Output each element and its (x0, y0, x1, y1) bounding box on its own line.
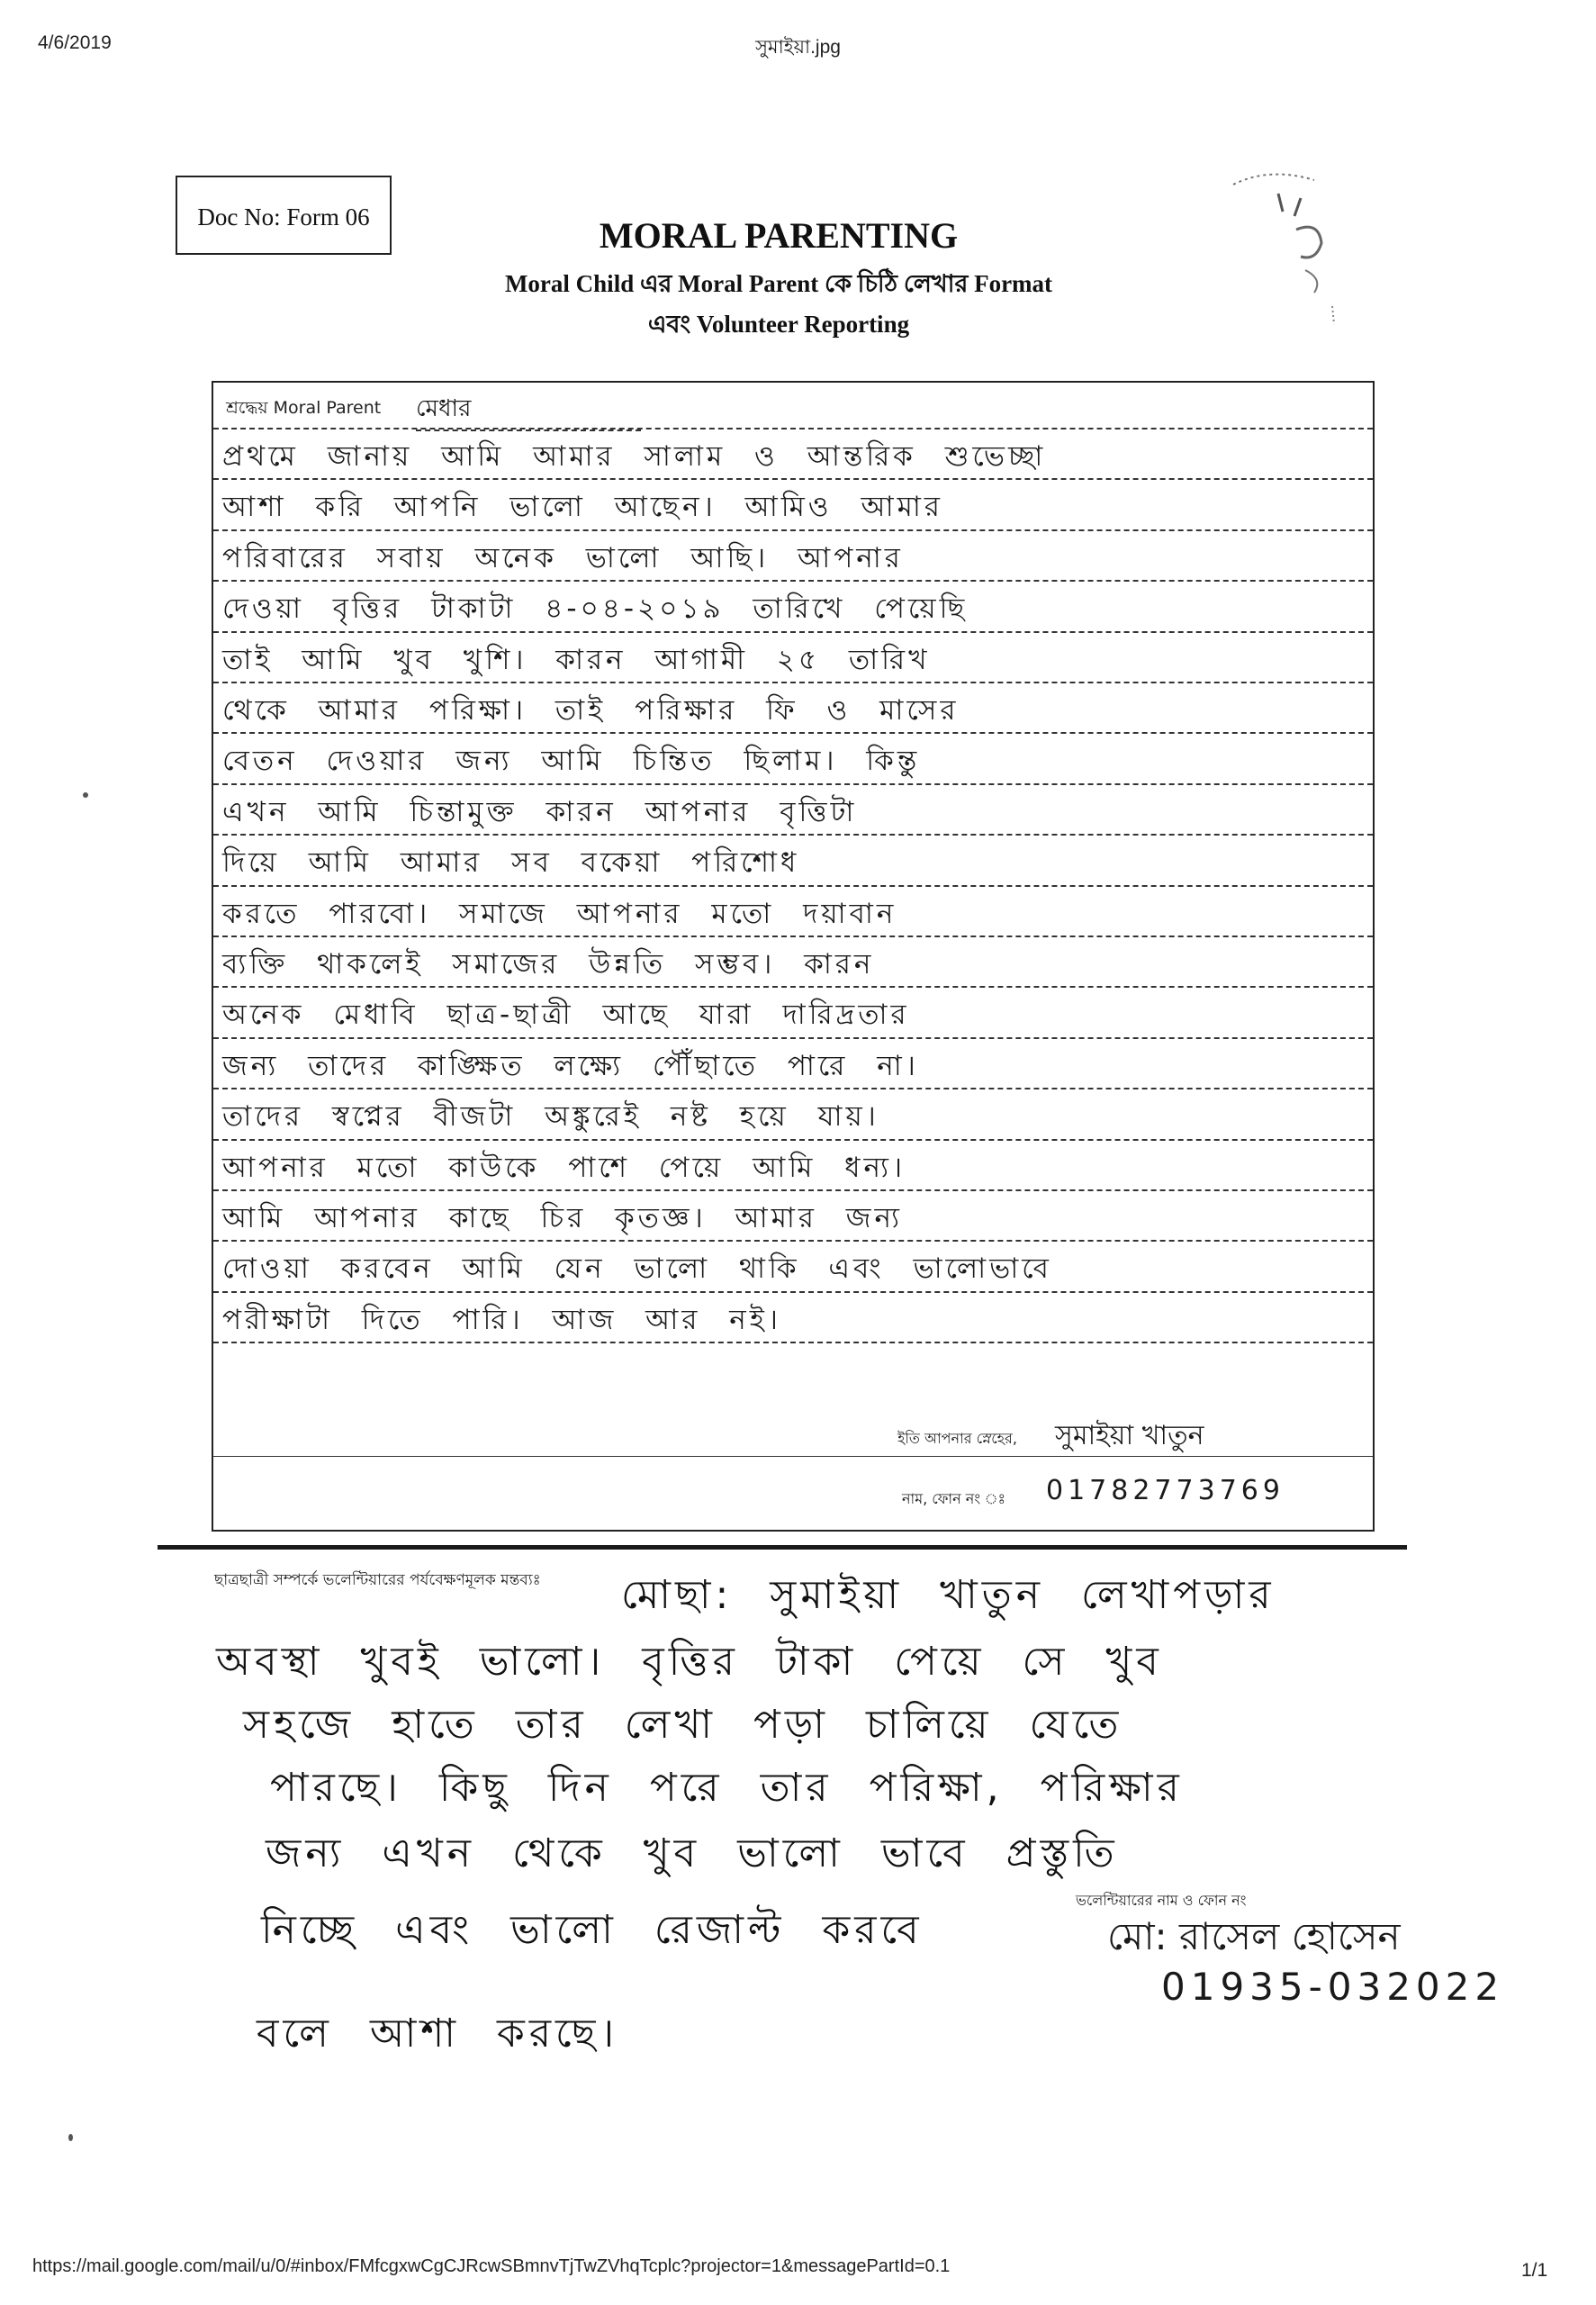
salutation-name: মেধার (416, 390, 641, 431)
letter-line: তাই আমি খুব খুশি। কারন আগামী ২৫ তারিখ (222, 643, 931, 676)
doc-number-box: Doc No: Form 06 (176, 176, 392, 255)
letter-line: বেতন দেওয়ার জন্য আমি চিন্তিত ছিলাম। কিন্তু (222, 745, 921, 778)
salutation-label: শ্রদ্ধেয় Moral Parent (226, 398, 382, 418)
letter-rule (213, 1088, 1373, 1089)
scan-speck (68, 2134, 73, 2141)
closing-rule (213, 1456, 1373, 1457)
letter-line: জন্য তাদের কাঙ্ক্ষিত লক্ষ্যে পৌঁছাতে পারে না। (222, 1049, 919, 1082)
letter-line: দিয়ে আমি আমার সব বকেয়া পরিশোধ (222, 846, 800, 880)
letter-rule (213, 732, 1373, 734)
print-date: 4/6/2019 (38, 32, 112, 53)
letter-line: প্রথমে জানায় আমি আমার সালাম ও আন্তরিক শুভেচ্ছা (222, 440, 1047, 473)
letter-rule (213, 986, 1373, 988)
phone-label: নাম, ফোন নং ঃ (902, 1490, 1006, 1507)
letter-line: অনেক মেধাবি ছাত্র-ছাত্রী আছে যারা দারিদ্রতার (222, 999, 910, 1032)
print-page-count: 1/1 (1521, 2260, 1548, 2281)
form-subtitle-2: এবং Volunteer Reporting (647, 311, 910, 338)
letter-rule (213, 682, 1373, 683)
letter-rule (213, 1240, 1373, 1242)
letter-rule (213, 783, 1373, 785)
letter-rule (213, 580, 1373, 582)
letter-line: পরীক্ষাটা দিতে পারি। আজ আর নই। (222, 1303, 781, 1336)
letter-rule (213, 529, 1373, 531)
letter-line: আমি আপনার কাছে চির কৃতজ্ঞ। আমার জন্য (222, 1202, 904, 1234)
letter-rule (213, 1189, 1373, 1191)
remark-line: মোছা: সুমাইয়া খাতুন লেখাপড়ার (621, 1572, 1276, 1618)
letter-rule (213, 631, 1373, 633)
letter-rule (213, 1342, 1373, 1343)
form-title: MORAL PARENTING (599, 215, 959, 256)
remark-label: ছাত্রছাত্রী সম্পর্কে ভলেন্টিয়ারের পর্যবেক্ষণমূলক মন্তব্যঃ (214, 1571, 541, 1589)
letter-line: তাদের স্বপ্নের বীজটা অঙ্কুরেই নষ্ট হয়ে যায়। (222, 1100, 879, 1134)
remark-line: সহজে হাতে তার লেখা পড়া চালিয়ে যেতে (243, 1702, 1123, 1748)
closing-name: সুমাইয়া খাতুন (1055, 1420, 1204, 1451)
remark-line: নিচ্ছে এবং ভালো রেজাল্ট করবে (261, 1907, 924, 1953)
letter-rule (213, 936, 1373, 937)
letter-line: দোওয়া করবেন আমি যেন ভালো থাকি এবং ভালোভাবে (222, 1252, 1052, 1286)
letter-line: দেওয়া বৃত্তির টাকাটা ৪-০৪-২০১৯ তারিখে পেয়েছি (222, 592, 969, 626)
letter-rule (213, 885, 1373, 887)
letter-line: থেকে আমার পরিক্ষা। তাই পরিক্ষার ফি ও মাসের (222, 694, 960, 727)
letter-rule (213, 1139, 1373, 1141)
remark-line: পারছে। কিছু দিন পরে তার পরিক্ষা, পরিক্ষার (270, 1765, 1184, 1811)
remark-line: জন্য এখন থেকে খুব ভালো ভাবে প্রস্তুতি (266, 1830, 1119, 1876)
letter-rule (213, 428, 1373, 429)
letter-line: এখন আমি চিন্তামুক্ত কারন আপনার বৃত্তিটা (222, 795, 858, 828)
volunteer-name: মো: রাসেল হোসেন (1107, 1914, 1401, 1958)
scan-speck (83, 792, 88, 798)
section-divider (158, 1545, 1407, 1550)
stamp-mark (1215, 158, 1350, 338)
letter-line: করতে পারবো। সমাজে আপনার মতো দয়াবান (222, 897, 897, 930)
remark-line: বলে আশা করছে। (257, 2011, 619, 2056)
print-url: https://mail.google.com/mail/u/0/#inbox/FMfcgxwCgCJRcwSBmnvTjTwZVhqTcplc?projector=1&messagePartId=0.1 (32, 2256, 951, 2276)
volunteer-name-phone-label: ভলেন্টিয়ারের নাম ও ফোন নং (1076, 1892, 1247, 1909)
remark-line: অবস্থা খুবই ভালো। বৃত্তির টাকা পেয়ে সে খুব (216, 1639, 1163, 1685)
letter-line: ব্যক্তি থাকলেই সমাজের উন্নতি সম্ভব। কারন (222, 948, 875, 981)
print-filename: সুমাইয়া.jpg (755, 37, 841, 58)
letter-rule (213, 478, 1373, 480)
letter-rule (213, 834, 1373, 836)
letter-rule (213, 1291, 1373, 1293)
volunteer-phone: 01935-032022 (1161, 1965, 1505, 2009)
closing-label: ইতি আপনার স্নেহের, (897, 1430, 1017, 1447)
letter-line: আপনার মতো কাউকে পাশে পেয়ে আমি ধন্য। (222, 1151, 906, 1184)
letter-line: পরিবারের সবায় অনেক ভালো আছি। আপনার (222, 541, 904, 574)
form-subtitle: Moral Child এর Moral Parent কে চিঠি লেখার Format (504, 270, 1053, 297)
letter-box (212, 381, 1375, 1532)
phone-value: 01782773769 (1046, 1475, 1285, 1506)
letter-line: আশা করি আপনি ভালো আছেন। আমিও আমার (222, 491, 943, 524)
letter-rule (213, 1037, 1373, 1039)
